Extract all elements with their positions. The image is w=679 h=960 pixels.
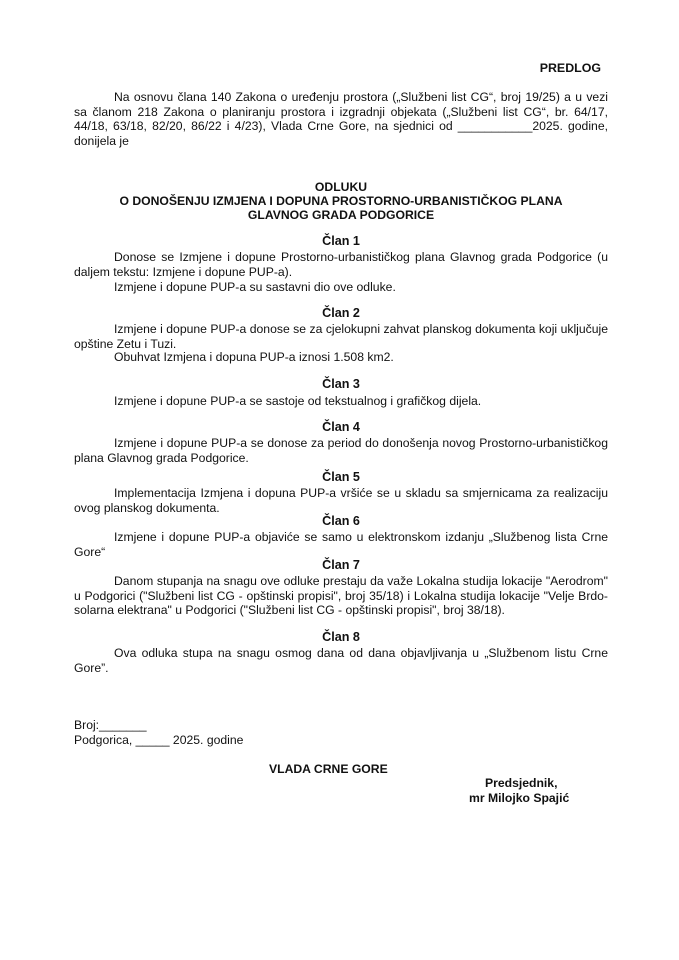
article-7-heading: Član 7 [322, 558, 360, 572]
decision-subtitle-2: GLAVNOG GRADA PODGORICE [247, 208, 435, 222]
article-6-heading: Član 6 [322, 514, 360, 528]
article-5-heading: Član 5 [322, 470, 360, 484]
article-2-paragraph-2: Obuhvat Izmjena i dopuna PUP-a iznosi 1.508 km2. [114, 350, 394, 364]
proposal-label: PREDLOG [539, 61, 601, 75]
article-2-heading: Član 2 [322, 306, 360, 320]
preamble-text: Na osnovu člana 140 Zakona o uređenju prostora („Službeni list CG“, broj 19/25) a u vezi sa članom 218 Zakona o planiranju prostora i izgradnji objekata („Službeni list CG“, br. 64/17, 44/18, 63/18, 82/20, 86/22 i 4/23), Vlada Crne Gore, na sjednici od ___________2025. godine, donijela je [74, 90, 608, 148]
decision-subtitle: O DONOŠENJU IZMJENA I DOPUNA PROSTORNO-URBANISTIČKOG PLANA [119, 194, 563, 208]
article-1-paragraph-1: Donose se Izmjene i dopune Prostorno-urbanističkog plana Glavnog grada Podgorice (u daljem tekstu: Izmjene i dopune PUP-a). [74, 250, 608, 279]
article-5-paragraph-1: Implementacija Izmjena i dopuna PUP-a vršiće se u skladu sa smjernicama za realizaciju ovog planskog dokumenta. [74, 486, 608, 515]
article-4-heading: Član 4 [322, 420, 360, 434]
signatory-name: mr Milojko Spajić [469, 791, 570, 805]
article-4-paragraph-1: Izmjene i dopune PUP-a se donose za period do donošenja novog Prostorno-urbanističkog plana Glavnog grada Podgorice. [74, 436, 608, 465]
article-2-paragraph-1: Izmjene i dopune PUP-a donose se za cjelokupni zahvat planskog dokumenta koji uključuje opštine Zetu i Tuzi. [74, 322, 608, 351]
article-8-paragraph-1: Ova odluka stupa na snagu osmog dana od dana objavljivanja u „Službenom listu Crne Gore”. [74, 646, 608, 675]
government-name: VLADA CRNE GORE [269, 762, 388, 776]
article-1-heading: Član 1 [322, 234, 360, 248]
signatory-title: Predsjednik, [485, 776, 558, 790]
place-date: Podgorica, _____ 2025. godine [74, 733, 244, 747]
document-number: Broj:_______ [74, 718, 147, 732]
article-3-heading: Član 3 [322, 377, 360, 391]
article-7-paragraph-1: Danom stupanja na snagu ove odluke prestaju da važe Lokalna studija lokacije "Aerodrom" u Podgorici ("Službeni list CG - opštinski propisi", broj 35/18) i Lokalna studija lokacije "Velje Brdo-solarna elektrana" u Podgorici ("Službeni list CG - opštinski propisi", broj 38/18). [74, 574, 608, 618]
article-6-paragraph-1: Izmjene i dopune PUP-a objaviće se samo u elektronskom izdanju „Službenog lista Crne Gore“ [74, 530, 608, 559]
article-8-heading: Član 8 [322, 630, 360, 644]
article-3-paragraph-1: Izmjene i dopune PUP-a se sastoje od tekstualnog i grafičkog dijela. [114, 394, 482, 408]
decision-title: ODLUKU [314, 180, 368, 194]
article-1-paragraph-2: Izmjene i dopune PUP-a su sastavni dio ove odluke. [114, 280, 396, 294]
